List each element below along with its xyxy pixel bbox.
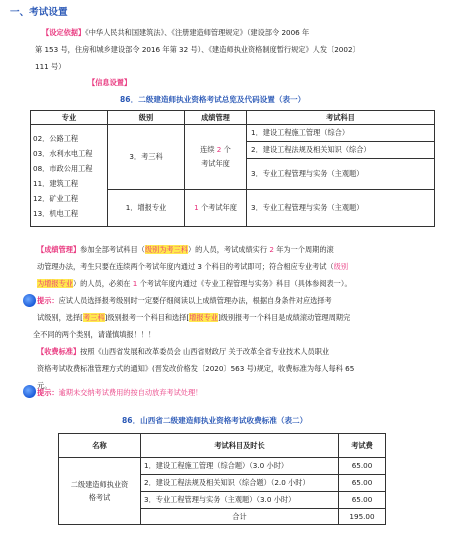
fee-paragraph (37, 343, 437, 394)
table2-header-fee: 考试费 (339, 434, 386, 458)
manage-number: 1 (194, 203, 199, 213)
manage-one-year (185, 190, 247, 227)
table2-subject: 3．专业工程管理与实务（主观题）（3.0 小时） (141, 492, 339, 509)
manage-text: 连续 (200, 145, 217, 154)
manage-text: 个 (221, 145, 231, 154)
score-highlight: 级别为考三科 (144, 245, 188, 254)
tip-text: 试级别，选择[ (37, 313, 83, 322)
score-text: ）的人员，考试成绩实行 (187, 245, 270, 254)
table2-total-label: 合计 (141, 509, 339, 525)
major-item: 13．机电工程 (33, 208, 79, 218)
table2-subject: 1．建设工程施工管理（综合题）（3.0 小时） (141, 458, 339, 475)
table2-name: 二级建造师执业资格考试 (70, 480, 129, 502)
score-paragraph (37, 241, 437, 292)
basis-label: 【设定依据】 (42, 28, 86, 37)
score-highlight: 级别 (333, 262, 349, 271)
fee-text: 元。 (37, 381, 52, 390)
table2-header-subject: 考试科目及时长 (141, 434, 339, 458)
table1-header-level: 级别 (108, 111, 185, 125)
table2-fee: 65.00 (339, 458, 386, 475)
info-label: 【信息设置】 (88, 78, 132, 87)
table2-fee: 65.00 (339, 492, 386, 509)
tip-paragraph (33, 292, 437, 343)
manage-number: 2 (216, 145, 222, 154)
tip-text: 全不同的两个类别，请谨慎填报！！！ (33, 330, 156, 339)
table1-title: 86．二级建造师执业资格考试总览及代码设置（表一） (120, 95, 306, 104)
table1-header-subjects: 考试科目 (247, 111, 435, 125)
level-three-subjects: 3．考三科 (108, 125, 185, 190)
subject-item: 3．专业工程管理与实务（主观题） (251, 169, 364, 178)
subject-item: 1．建设工程施工管理（综合） (247, 125, 434, 142)
subjects-three-cell (247, 125, 435, 190)
table2-fee: 65.00 (339, 475, 386, 492)
manage-two-years (185, 125, 247, 190)
score-text: 参加全部考试科目（ (80, 245, 145, 254)
score-label: 【成绩管理】 (37, 245, 81, 254)
tip-highlight: 增报专业 (189, 313, 218, 322)
table2-name-cell (59, 458, 141, 525)
fee-label: 【收费标准】 (37, 347, 81, 356)
subject-item: 3．专业工程管理与实务（主观题） (247, 190, 435, 227)
table2-header-row (59, 434, 386, 458)
fee-text: 资格考试收费标准管理方式的通知》(晋发改价格发〔2020〕563 号)规定，收费标准为每人每科 65 (37, 364, 355, 373)
major-item: 08．市政公用工程 (33, 163, 93, 173)
score-text: 年为一个周期的滚 (273, 245, 334, 254)
score-highlight: 为增报专业 (37, 279, 73, 288)
major-item: 12．矿业工程 (33, 193, 79, 203)
table1-majors-cell (31, 125, 108, 227)
score-number: 2 (269, 245, 274, 254)
level-add-major: 1．增报专业 (108, 190, 185, 227)
basis-line-1: 《中华人民共和国建筑法》、《注册建造师管理规定》（建设部令 2006 年 (85, 28, 310, 37)
score-text: 个考试年度内通过《专业工程管理与实务》科目（具体参阅表一）。 (137, 279, 352, 288)
fee-standard-table (58, 433, 386, 525)
tip2-text: 逾期未交纳考试费用的按自动放弃考试处理！ (58, 388, 203, 397)
manage-text: 考试年度 (201, 159, 230, 168)
table2-header-name: 名称 (59, 434, 141, 458)
score-number: 1 (132, 279, 138, 288)
tip-icon (23, 294, 36, 307)
score-text: ）的人员，必须在 (72, 279, 133, 288)
table1-header-row (31, 111, 435, 125)
section-title: 一、考试设置 (10, 7, 68, 18)
tip2-label: 提示： (37, 388, 59, 397)
table1-row-three-subjects (31, 125, 435, 190)
exam-overview-table (30, 110, 435, 227)
tip-highlight: 考三科 (82, 313, 105, 322)
tip-text: ]级别报考一个科目是成绩滚动管理周期完 (217, 313, 351, 322)
table2-row (59, 458, 386, 475)
tip2-icon (23, 385, 36, 398)
fee-text: 按照《山西省发展和改革委员会 山西省财政厅 关于改革全省专业技术人员职业 (80, 347, 330, 356)
manage-text: 个考试年度 (198, 203, 237, 213)
subject-item: 2．建设工程法规及相关知识（综合） (247, 142, 434, 159)
tip-text: 应试人员选择报考级别时一定要仔细阅读以上成绩管理办法，根据自身条件对应选择考 (58, 296, 332, 305)
basis-line-2: 第 153 号，住房和城乡建设部令 2016 年第 32 号）、《建造师执业资格制度暂行规定》人发〔2002〕 (35, 45, 360, 54)
table2-title: 86．山西省二级建造师执业资格考试收费标准（表二） (122, 416, 308, 425)
table2-subject: 2．建设工程法规及相关知识（综合题）（2.0 小时） (141, 475, 339, 492)
table1-header-major: 专业 (31, 111, 108, 125)
score-text: 动管理办法，考生只要在连续两个考试年度内通过 3 个科目的考试即可；符合相应专业考试（ (37, 262, 334, 271)
table1-header-manage: 成绩管理 (185, 111, 247, 125)
basis-line-3: 111 号） (35, 62, 66, 71)
basis-paragraph (35, 24, 442, 75)
tip-text: ]级别报考一个科目和选择[ (104, 313, 190, 322)
table2-total: 195.00 (339, 509, 386, 525)
tip-label: 提示： (37, 296, 59, 305)
major-item: 02．公路工程 (33, 133, 79, 143)
major-item: 11．建筑工程 (33, 178, 79, 188)
tip2-paragraph (37, 389, 202, 396)
major-item: 03．水利水电工程 (33, 148, 93, 158)
